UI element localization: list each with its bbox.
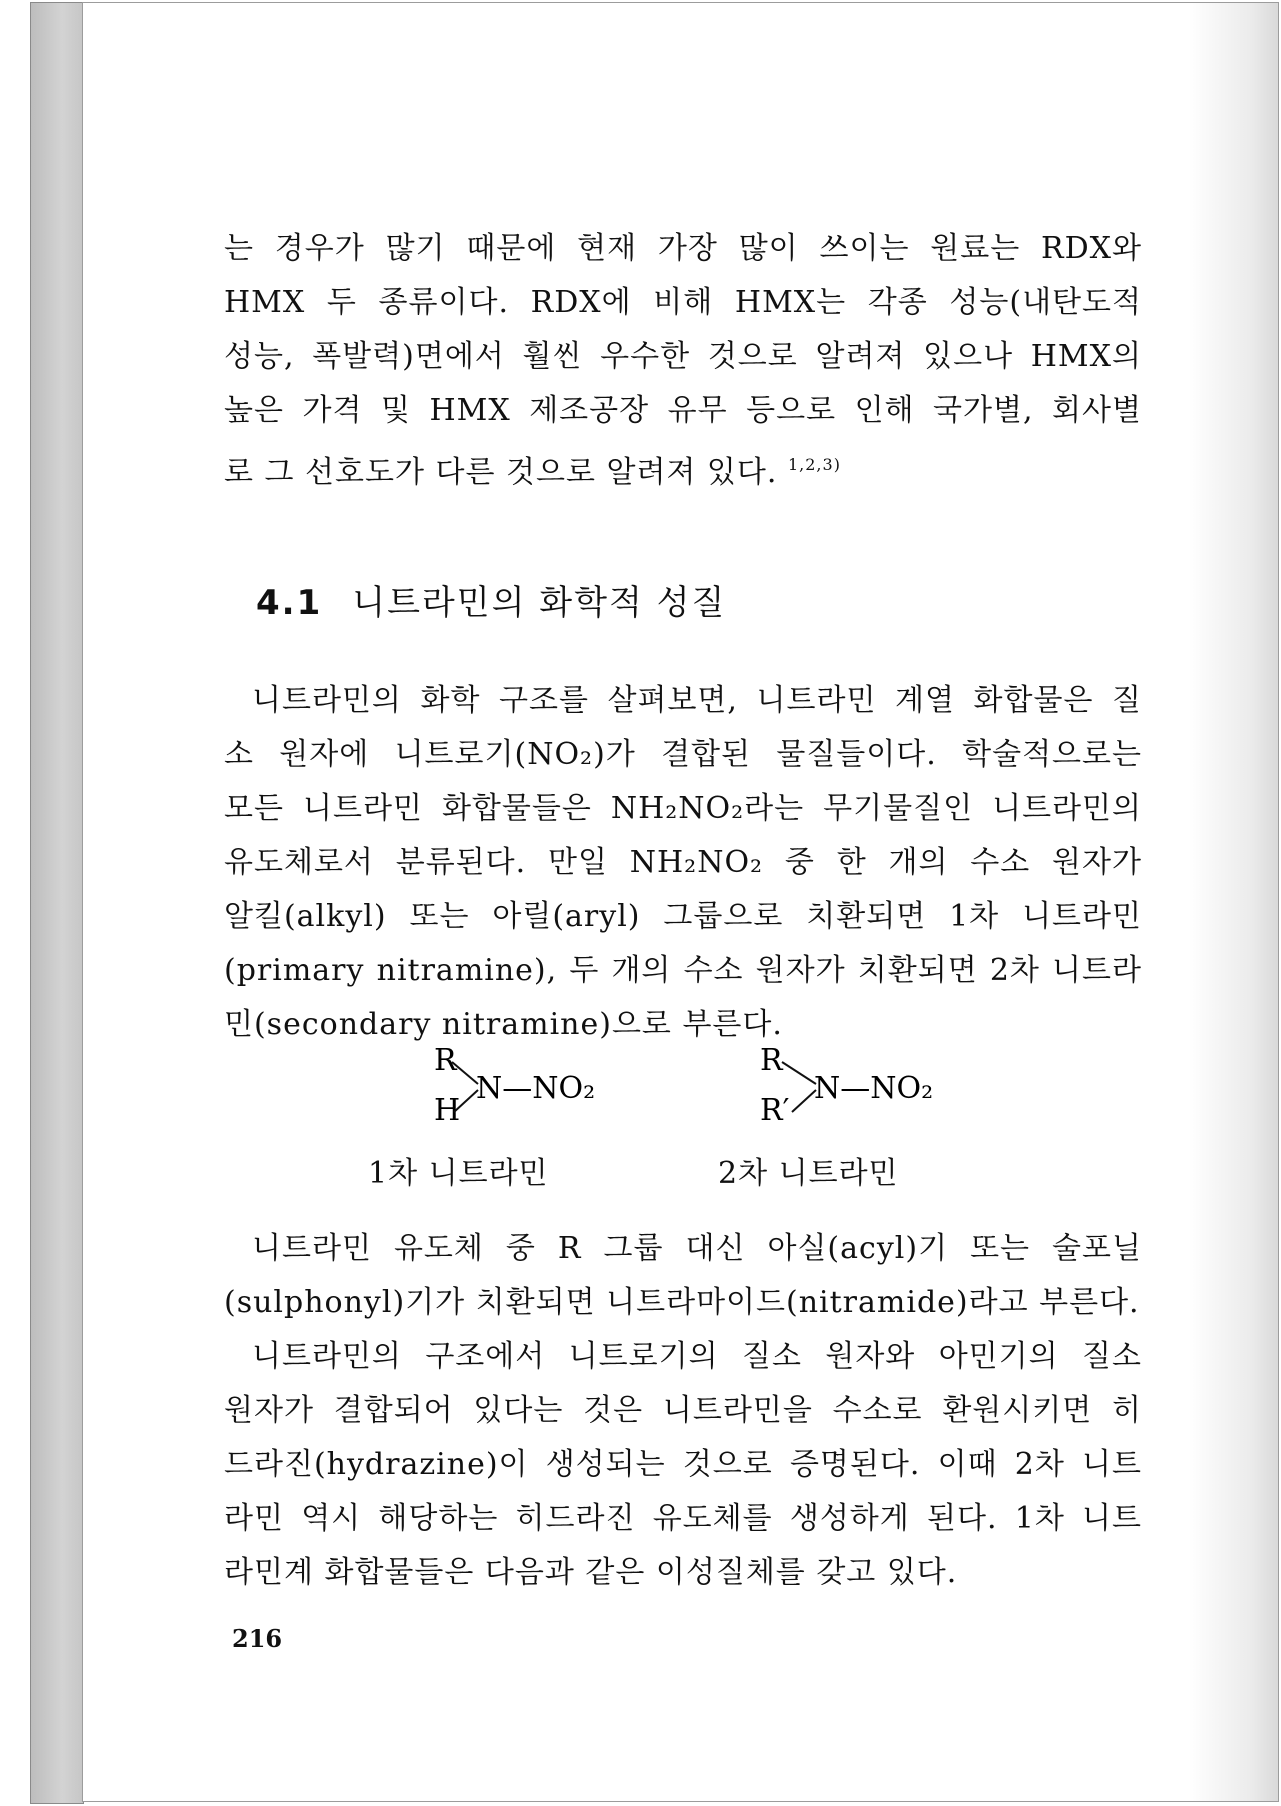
text-line: 니트라민 유도체 중 R 그룹 대신 아실(acyl)기 또는 술포닐 <box>252 1231 1142 1266</box>
structure-label: 1차 니트라민 <box>368 1156 549 1191</box>
atom-top: R <box>434 1043 457 1078</box>
nitro-group: N—NO₂ <box>476 1071 596 1106</box>
text-line: 라민계 화합물들은 다음과 같은 이성질체를 갖고 있다. <box>224 1555 958 1590</box>
text-line: 니트라민의 구조에서 니트로기의 질소 원자와 아민기의 질소 <box>252 1339 1142 1374</box>
atom-bottom: R′ <box>760 1093 790 1128</box>
section-number: 4.1 <box>256 583 323 623</box>
text-line-content: 로 그 선호도가 다른 것으로 알려져 있다. <box>224 455 778 490</box>
paragraph-2 <box>224 674 1142 1052</box>
book-spine <box>30 2 84 1804</box>
bond-top <box>782 1062 816 1084</box>
chemical-structures <box>368 1040 1020 1191</box>
text-line: 드라진(hydrazine)이 생성되는 것으로 증명된다. 이때 2차 니트 <box>224 1447 1142 1482</box>
text-line: 알킬(alkyl) 또는 아릴(aryl) 그룹으로 치환되면 1차 니트라민 <box>224 899 1142 934</box>
text-line: HMX 두 종류이다. RDX에 비해 HMX는 각종 성능(내탄도적 <box>224 285 1142 320</box>
paragraph-1 <box>224 222 1142 492</box>
section-title: 니트라민의 화학적 성질 <box>352 583 727 623</box>
text-line: 는 경우가 많기 때문에 현재 가장 많이 쓰이는 원료는 RDX와 <box>224 231 1142 266</box>
nitro-group: N—NO₂ <box>814 1071 934 1106</box>
text-line: 소 원자에 니트로기(NO₂)가 결합된 물질들이다. 학술적으로는 <box>224 737 1142 772</box>
text-line: 높은 가격 및 HMX 제조공장 유무 등으로 인해 국가별, 회사별 <box>224 393 1142 428</box>
page-shade <box>1188 3 1278 1801</box>
text-line: 라민 역시 해당하는 히드라진 유도체를 생성하게 된다. 1차 니트 <box>224 1501 1142 1536</box>
structure-diagram <box>760 1040 1010 1140</box>
text-line: 성능, 폭발력)면에서 훨씬 우수한 것으로 알려져 있으나 HMX의 <box>224 339 1142 374</box>
text-line: 민(secondary nitramine)으로 부른다. <box>224 1007 783 1042</box>
atom-top: R <box>760 1043 783 1078</box>
reference-superscript: 1,2,3) <box>787 455 841 474</box>
text-line: (primary nitramine), 두 개의 수소 원자가 치환되면 2차 니트라 <box>224 953 1142 988</box>
structure-diagram <box>404 1040 654 1140</box>
section-heading <box>256 575 726 624</box>
structure-secondary-nitramine <box>718 1040 1010 1191</box>
text-line: 유도체로서 분류된다. 만일 NH₂NO₂ 중 한 개의 수소 원자가 <box>224 845 1142 880</box>
structure-label: 2차 니트라민 <box>718 1156 899 1191</box>
text-line: 모든 니트라민 화합물들은 NH₂NO₂라는 무기물질인 니트라민의 <box>224 791 1142 826</box>
paragraph-3 <box>224 1222 1142 1600</box>
text-line: 원자가 결합되어 있다는 것은 니트라민을 수소로 환원시키면 히 <box>224 1393 1142 1428</box>
text-line: (sulphonyl)기가 치환되면 니트라마이드(nitramide)라고 부른다. <box>224 1285 1140 1320</box>
atom-bottom: H <box>434 1093 461 1128</box>
bond-bottom <box>792 1090 816 1112</box>
page-number: 216 <box>232 1624 283 1653</box>
structure-primary-nitramine <box>368 1040 654 1191</box>
text-line-last <box>224 438 1142 492</box>
text-line: 니트라민의 화학 구조를 살펴보면, 니트라민 계열 화합물은 질 <box>252 683 1142 718</box>
